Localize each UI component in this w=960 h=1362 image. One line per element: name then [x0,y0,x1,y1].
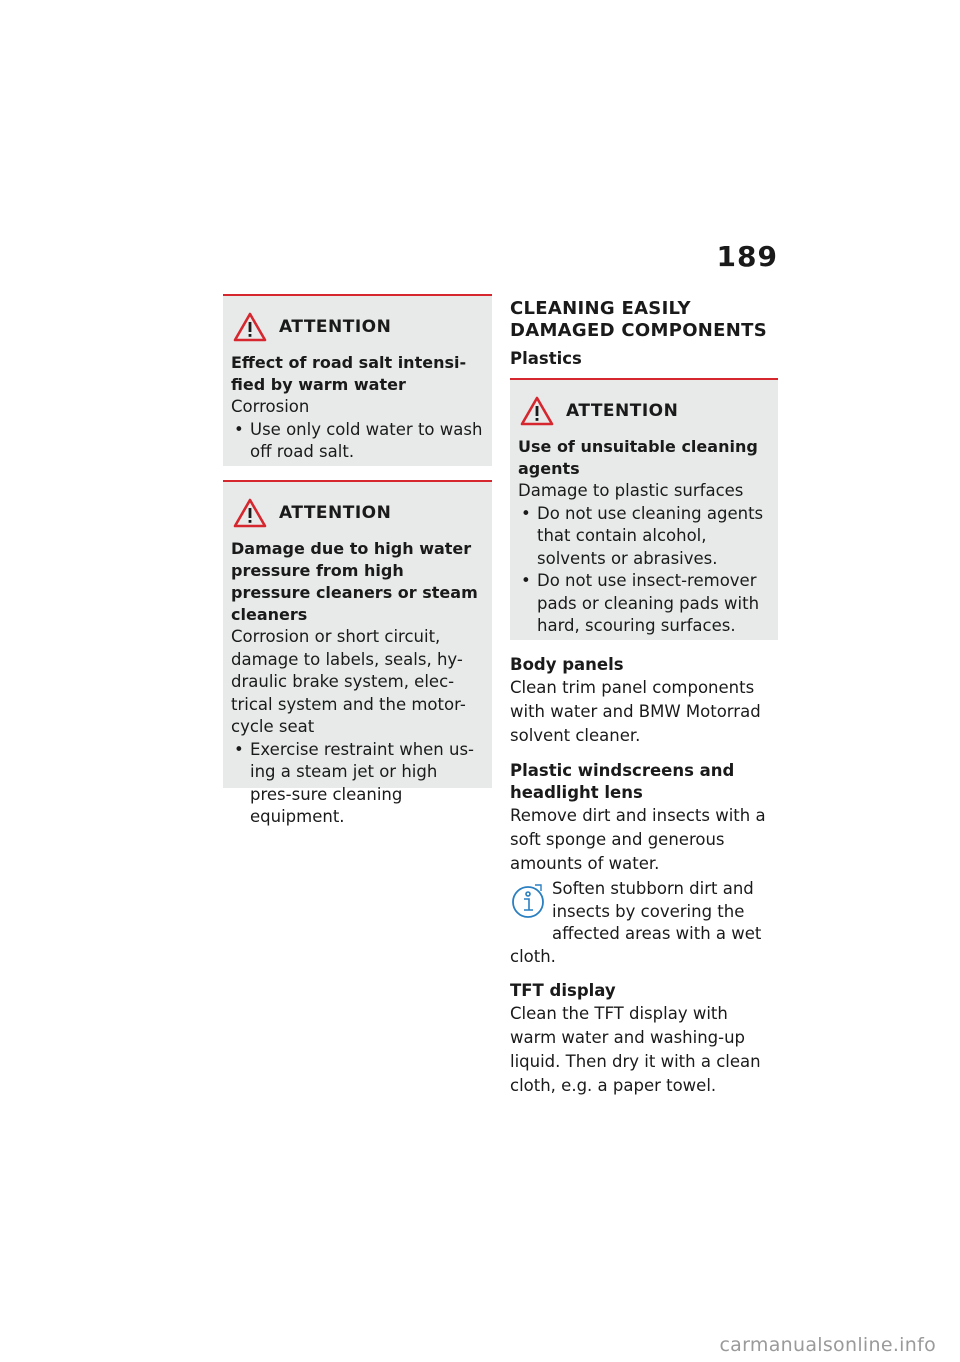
body-panels-text: Clean trim panel components with water and BMW Motorrad solvent cleaner. [510,678,761,745]
attention-consequence: Corrosion or short circuit, damage to labels, seals, hy-draulic brake system, elec-trical system and the motor-cycle seat [231,627,466,736]
body-panels-heading: Body panels [510,655,624,674]
attention-subtitle: Effect of road salt intensi-fied by warm water [231,353,467,394]
attention-header [520,396,770,426]
watermark-url: carmanualsonline.info [719,1334,936,1356]
attention-consequence: Damage to plastic surfaces [518,481,744,500]
attention-title: ATTENTION [566,401,679,421]
attention-title: ATTENTION [279,503,392,523]
bullet-item: • Use only cold water to wash off road salt. [231,419,484,464]
bullet-item: • Exercise restraint when us-ing a steam jet or high pres-sure cleaning equipment. [231,739,484,829]
bullet-item: • Do not use cleaning agents that contain alcohol, solvents or abrasives. [518,503,770,571]
page-number: 189 [716,240,778,273]
bullet-item: • Do not use insect-remover pads or cleaning pads with hard, scouring surfaces. [518,570,770,638]
attention-bullets [231,739,484,829]
section-title: CLEANING EASILY DAMAGED COMPONENTS [510,298,767,341]
attention-title: ATTENTION [279,317,392,337]
windscreens-text: Remove dirt and insects with a soft sponge and generous amounts of water. [510,806,766,873]
warning-triangle-icon [233,312,267,342]
tft-text: Clean the TFT display with warm water and washing-up liquid. Then dry it with a clean cloth, e.g. a paper towel. [510,1004,761,1095]
attention-subtitle: Damage due to high water pressure from high pressure cleaners or steam cleaners [231,539,478,624]
left-column [223,294,492,826]
info-icon [510,882,546,927]
attention-bullets [518,503,770,638]
warning-triangle-icon [233,498,267,528]
right-column [510,294,778,1098]
warning-triangle-icon [520,396,554,426]
attention-consequence: Corrosion [231,397,310,416]
info-note-text: Soften stubborn dirt and insects by covering the affected areas with a wet cloth. [510,879,762,966]
attention-bullets [231,419,484,464]
plastics-heading: Plastics [510,349,582,368]
tft-heading: TFT display [510,981,616,1000]
attention-header [233,498,484,528]
info-note [510,878,778,968]
attention-box-high-pressure [223,480,492,826]
attention-header [233,312,484,342]
attention-box-cleaning-agents [510,378,778,640]
attention-box-road-salt [223,294,492,466]
windscreens-heading: Plastic windscreens and headlight lens [510,761,735,802]
attention-subtitle: Use of unsuitable cleaning agents [518,437,758,478]
